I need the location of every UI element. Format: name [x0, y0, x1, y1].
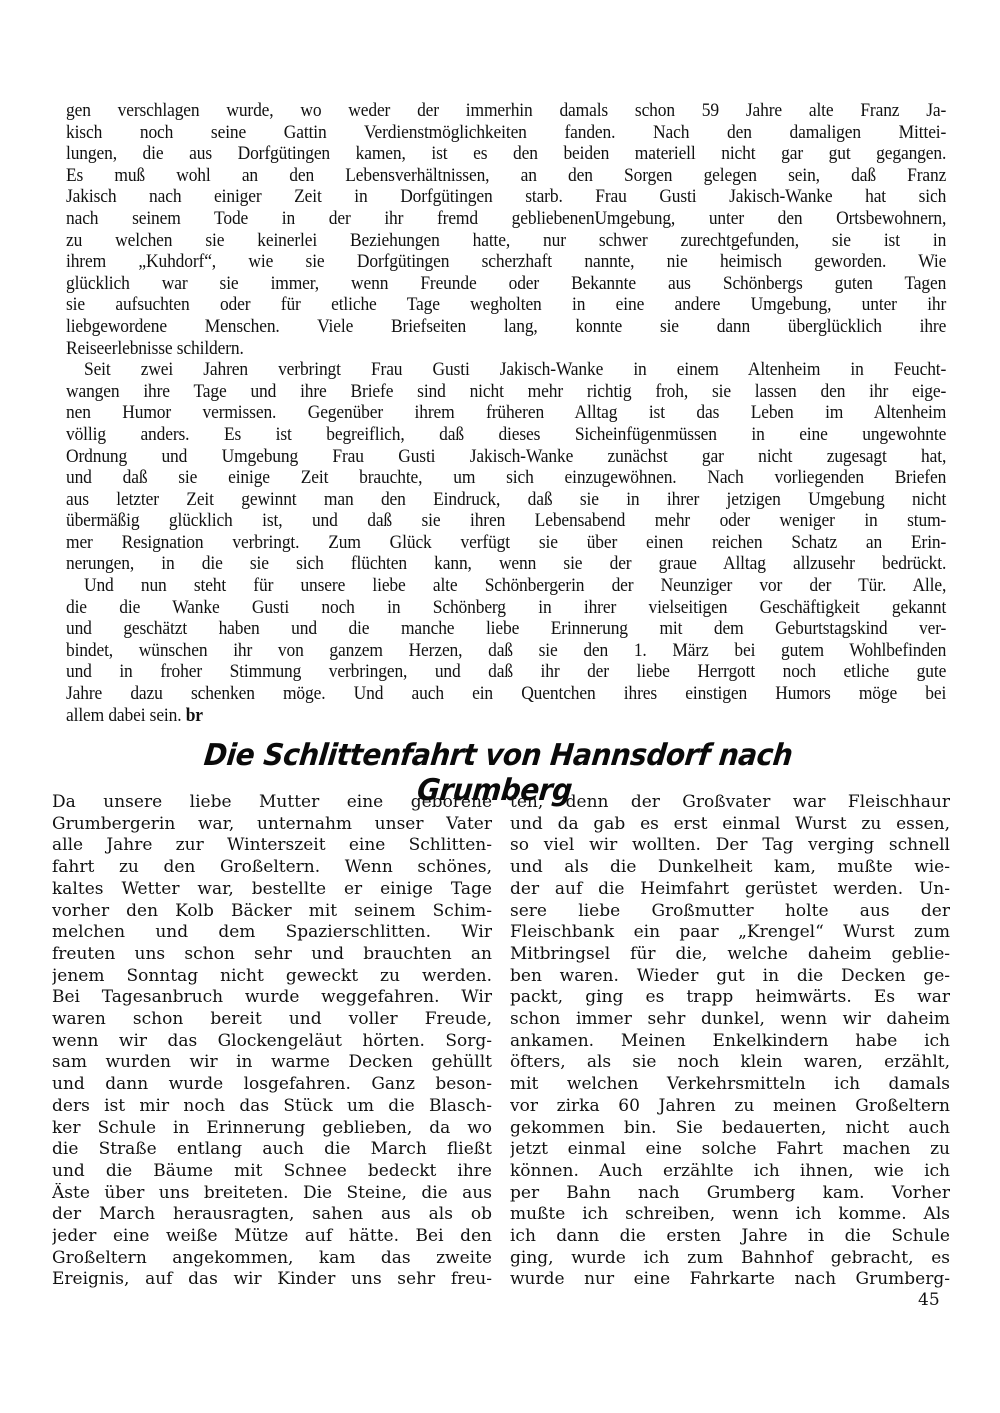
text-line: ankamen. Meinen Enkelkindern habe ich [510, 1030, 950, 1051]
text-line: Mitbringsel für die, welche daheim geblie- [510, 943, 950, 964]
text-line: ging, wurde ich zum Bahnhof gebracht, es [510, 1247, 950, 1268]
text-line: vorher den Kolb Bäcker mit seinem Schim- [52, 900, 492, 921]
text-line: mer Resignation verbringt. Zum Glück verfügt sie über einen reichen Schatz an Erin- [66, 531, 947, 553]
text-line: alle Jahre zur Winterszeit eine Schlitten- [52, 835, 492, 856]
text-line: Ereignis, auf das wir Kinder uns sehr freu- [52, 1269, 492, 1290]
text-line: ten, denn der Großvater war Fleischhaur [510, 792, 950, 812]
text-line: und geschätzt haben und die manche liebe Erinnerung mit dem Geburtstagskind ver- [66, 618, 947, 640]
text-line: wurde nur eine Fahrkarte nach Grumberg- [510, 1269, 950, 1290]
text-line: ders ist mir noch das Stück um die Blasch- [52, 1095, 492, 1116]
text-line: die die Wanke Gusti noch in Schönberg in ihrer vielseitigen Geschäftigkeit gekannt [66, 596, 947, 618]
text-line: freuten uns schon sehr und brauchten an [52, 943, 492, 964]
text-line: Jahre dazu schenken möge. Und auch ein Quentchen ihres einstigen Humors möge bei [66, 683, 947, 705]
text-line: sam wurden wir in warme Decken gehüllt [52, 1052, 492, 1073]
text-line: Es muß wohl an den Lebensverhältnissen, an den Sorgen gelegen sein, daß Franz [66, 164, 947, 186]
text-line: Seit zwei Jahren verbringt Frau Gusti Jakisch-Wanke in einem Altenheim in Feucht- [84, 359, 947, 381]
text-line: und da gab es erst einmal Wurst zu essen, [510, 813, 950, 834]
text-line: bindet, wünschen ihr von ganzem Herzen, daß sie den 1. März bei gutem Wohlbefinden [66, 639, 947, 661]
text-line: der auf die Heimfahrt gerüstet werden. Un- [510, 878, 950, 899]
text-line: liebgewordene Menschen. Viele Briefseiten lang, konnte sie dann überglücklich ihre [66, 315, 947, 337]
text-line: Jakisch nach einiger Zeit in Dorfgütingen starb. Frau Gusti Jakisch-Wanke hat sich [66, 186, 947, 208]
closing-text: allem dabei sein. [66, 704, 182, 726]
text-line: per Bahn nach Grumberg kam. Vorher [510, 1182, 950, 1203]
text-line: sie aufsuchten oder für etliche Tage wegholten in eine andere Umgebung, unter ihr [66, 294, 947, 316]
text-line: der March herausragten, sahen aus als ob [52, 1204, 492, 1225]
text-line: und daß sie einige Zeit brauchte, um sich einzugewöhnen. Nach vorliegenden Briefen [66, 467, 947, 489]
text-line: gekommen bin. Sie bedauerten, nicht auch [510, 1117, 950, 1138]
text-line: sere liebe Großmutter holte aus der [510, 900, 950, 921]
text-line: fahrt zu den Großeltern. Wenn schönes, [52, 857, 492, 878]
text-line: Grumbergerin war, unternahm unser Vater [52, 813, 492, 834]
text-line: Äste über uns breiteten. Die Steine, die aus [52, 1182, 492, 1203]
text-line: nach seinem Tode in der ihr fremd gebliebenenUmgebung, unter den Ortsbewohnern, [66, 207, 947, 229]
text-line: ich dann die ersten Jahre in die Schule [510, 1226, 950, 1247]
text-line: mit welchen Verkehrsmitteln ich damals [510, 1074, 950, 1095]
text-line: wenn wir das Glockengeläut hörten. Sorg- [52, 1030, 492, 1051]
text-line: kaltes Wetter war, bestellte er einige Tage [52, 878, 492, 899]
paragraph-1 [66, 100, 946, 359]
text-line [66, 705, 946, 727]
text-line: Reiseerlebnisse schildern. [66, 337, 244, 359]
text-line: glücklich war sie immer, wenn Freunde oder Bekannte aus Schönbergs guten Tagen [66, 272, 947, 294]
author-signature: br [185, 704, 203, 726]
text-line: packt, ging es trapp heimwärts. Es war [510, 987, 950, 1008]
text-line: ihrem „Kuhdorf“, wie sie Dorfgütingen scherzhaft nannte, nie heimisch geworden. Wie [66, 251, 947, 273]
text-line: mußte ich schreiben, wenn ich komme. Als [510, 1204, 950, 1225]
paragraph-2 [66, 359, 946, 575]
text-line: völlig anders. Es ist begreiflich, daß dieses Sicheinfügenmüssen in eine ungewohnte [66, 423, 947, 445]
text-line: wangen ihre Tage und ihre Briefe sind nicht mehr richtig froh, sie lassen den ihr eige- [66, 380, 947, 402]
text-line: können. Auch erzählte ich ihnen, wie ich [510, 1160, 950, 1181]
text-line: kisch noch seine Gattin Verdienstmöglichkeiten fanden. Nach den damaligen Mittei- [66, 121, 947, 143]
text-line: Fleischbank ein paar „Krengel“ Wurst zum [510, 922, 950, 943]
page-number: 45 [918, 1290, 940, 1310]
text-line: ben waren. Wieder gut in die Decken ge- [510, 965, 950, 986]
text-line: und die Bäume mit Schnee bedeckt ihre [52, 1160, 492, 1181]
text-line: Und nun steht für unsere liebe alte Schönbergerin der Neunziger vor der Tür. Alle, [84, 575, 947, 597]
text-line: jetzt einmal eine solche Fahrt machen zu [510, 1139, 950, 1160]
text-line: öfters, als sie noch klein waren, erzählt, [510, 1052, 950, 1073]
text-line: Bei Tagesanbruch wurde weggefahren. Wir [52, 987, 492, 1008]
text-line: lungen, die aus Dorfgütingen kamen, ist es den beiden materiell nicht gar gut gegangen. [66, 143, 947, 165]
text-line: und als die Dunkelheit kam, mußte wie- [510, 857, 950, 878]
text-line: so viel wir wollten. Der Tag verging schnell [510, 835, 950, 856]
text-line: jeder eine weiße Mütze auf hätte. Bei den [52, 1226, 492, 1247]
text-line: übermäßig glücklich ist, und daß sie ihren Lebensabend mehr oder weniger in stum- [66, 510, 947, 532]
article-continuation [66, 100, 946, 726]
paragraph-3 [66, 575, 946, 726]
text-line: melchen und dem Spazierschlitten. Wir [52, 922, 492, 943]
text-line: nerungen, in die sie sich flüchten kann, wenn sie der graue Alltag allzusehr bedrückt. [66, 553, 947, 575]
column-left [52, 792, 492, 1291]
text-line: und in froher Stimmung verbringen, und daß ihr der liebe Herrgott noch etliche gute [66, 661, 947, 683]
text-line: ker Schule in Erinnerung geblieben, da wo [52, 1117, 492, 1138]
text-line: zu welchen sie keinerlei Beziehungen hatte, nur schwer zurechtgefunden, sie ist in [66, 229, 947, 251]
text-line: aus letzter Zeit gewinnt man den Eindruck, daß sie in ihrer jetzigen Umgebung nicht [66, 488, 947, 510]
text-line: Da unsere liebe Mutter eine geborene [52, 792, 492, 812]
text-line: vor zirka 60 Jahren zu meinen Großeltern [510, 1095, 950, 1116]
article-title: Die Schlittenfahrt von Hannsdorf nach Grumberg [202, 738, 795, 808]
column-right [510, 792, 950, 1291]
text-line: jenem Sonntag nicht geweckt zu werden. [52, 965, 492, 986]
text-line: Ordnung und Umgebung Frau Gusti Jakisch-Wanke zunächst gar nicht zugesagt hat, [66, 445, 947, 467]
text-line: waren schon bereit und voller Freude, [52, 1009, 492, 1030]
text-line: Großeltern angekommen, kam das zweite [52, 1247, 492, 1268]
text-line: nen Humor vermissen. Gegenüber ihrem früheren Alltag ist das Leben im Altenheim [66, 402, 947, 424]
text-line: die Straße entlang auch die March fließt [52, 1139, 492, 1160]
text-line: schon immer sehr dunkel, wenn wir daheim [510, 1009, 950, 1030]
text-line: gen verschlagen wurde, wo weder der immerhin damals schon 59 Jahre alte Franz Ja- [66, 100, 947, 121]
text-line: und dann wurde losgefahren. Ganz beson- [52, 1074, 492, 1095]
